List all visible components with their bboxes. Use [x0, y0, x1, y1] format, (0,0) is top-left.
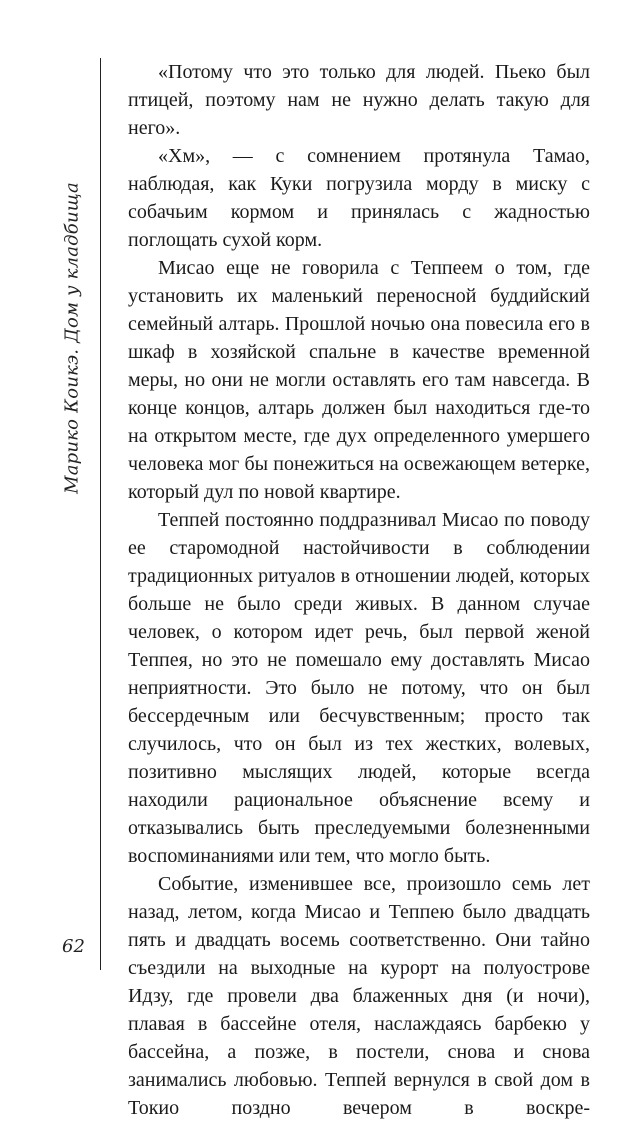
running-head-text: Марико Коикэ. Дом у кладбища [61, 182, 83, 494]
page-number: 62 [62, 936, 85, 957]
paragraph: Событие, изменившее все, произошло семь лет назад, летом, когда Мисао и Теппею было двадцать пять и двадцать восемь соответственно. Они тайно съездили на выходные на курорт на полуострове Идзу, где провели два блаженных дня (и ночи), плавая в бассейне отеля, наслаждаясь барбекю у бассейна, а позже, в постели, снова и снова занимались любовью. Теппей вернулся в свой дом в Токио поздно вечером в воскре- [128, 873, 590, 1119]
margin-rule [100, 58, 101, 970]
paragraph: Мисао еще не говорила с Теппеем о том, где установить их маленький переносной буддийский семейный алтарь. Прошлой ночью она повесила его в шкаф в хозяйской спальне в качестве временной меры, но они не могли оставлять его там навсегда. В конце концов, алтарь должен был находиться где-то на открытом месте, где дух определенного умершего человека мог бы понежиться на освежающем ветерке, который дул по новой квартире. [128, 257, 590, 503]
paragraph: Теппей постоянно поддразнивал Мисао по поводу ее старомодной настойчивости в соблюдении традиционных ритуалов в отношении людей, которых больше не было среди живых. В данном случае человек, о котором идет речь, был первой женой Теппея, но это не помешало ему доставлять Мисао неприятности. Это было не потому, что он был бессердечным или бесчувственным; просто так случилось, что он был из тех жестких, волевых, позитивно мыслящих людей, которые всегда находили рациональное объяснение всему и отказывались быть преследуемыми болезненными воспоминаниями или тем, что могло быть. [128, 509, 590, 867]
paragraph: «Хм», — с сомнением протянула Тамао, наблюдая, как Куки погрузила морду в миску с собачьим кормом и принялась с жадностью поглощать сухой корм. [128, 145, 590, 251]
body-text [128, 58, 590, 1122]
paragraph: «Потому что это только для людей. Пьеко был птицей, поэтому нам не нужно делать такую для него». [128, 61, 590, 139]
